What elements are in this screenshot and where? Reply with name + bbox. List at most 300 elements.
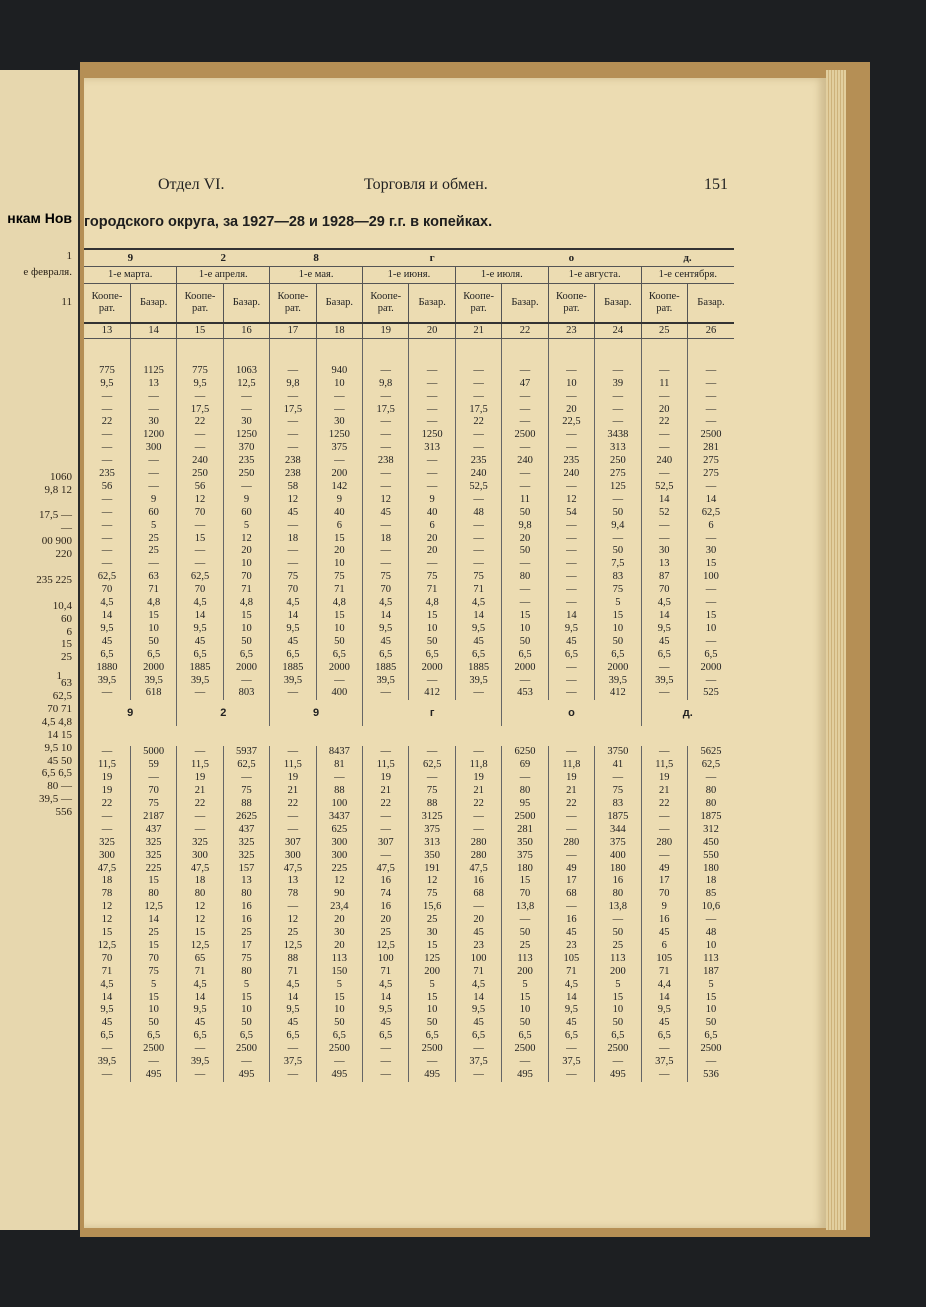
table-cell: 15 [316,610,362,623]
table-cell: — [548,571,594,584]
table-cell: 6,5 [130,649,176,662]
table-cell: 6 [641,940,687,953]
table-cell: 281 [687,442,734,455]
column-number: 22 [502,323,548,339]
table-cell: 100 [687,571,734,584]
table-cell: 71 [223,584,269,597]
table-cell: — [687,391,734,404]
table-cell: 5 [502,979,548,992]
table-cell: 191 [409,863,455,876]
table-cell: 3438 [595,429,641,442]
table-cell: 75 [409,888,455,901]
table-cell: — [687,584,734,597]
table-cell: 83 [595,798,641,811]
table-cell: 437 [223,824,269,837]
table-cell: 17 [223,940,269,953]
table-row [84,662,734,675]
table-cell: 6,5 [595,649,641,662]
table-cell: 325 [130,837,176,850]
year-spread-letter: 2 [220,252,227,264]
table-cell: 113 [595,953,641,966]
table-cell: 45 [101,635,113,647]
table-cell: — [223,481,269,494]
table-cell: 9,5 [641,623,687,636]
table-cell: 37,5 [641,1056,687,1069]
table-cell [641,352,687,365]
table-cell: 37,5 [548,1056,594,1069]
table-cell: 2500 [502,1043,548,1056]
table-cell: 45 [270,636,316,649]
table-cell: 50 [223,636,269,649]
table-cell: 14 [548,992,594,1005]
table-cell: 5 [409,979,455,992]
table-cell: 5 [130,520,176,533]
table-cell: 19 [177,772,223,785]
table-cell: 75 [270,571,316,584]
table-cell: 495 [223,1069,269,1082]
table-cell: 3437 [316,811,362,824]
table-cell: 50 [595,927,641,940]
table-cell: — [502,772,548,785]
table-cell: — [502,481,548,494]
table-row [84,649,734,662]
table-cell: — [455,558,501,571]
table-cell: — [641,520,687,533]
table-cell: 49 [641,863,687,876]
table-cell: 15 [595,992,641,1005]
table-cell: 25 [595,940,641,953]
table-cell [641,339,687,352]
left-page-value: 220 [55,548,72,561]
table-cell: 180 [595,863,641,876]
table-cell: 21 [548,785,594,798]
left-page-value: 235 225 [36,573,72,586]
table-cell: 17,5 [270,404,316,417]
table-cell: 4,5 [363,597,409,610]
table-cell: 2000 [595,662,641,675]
table-cell: 280 [641,837,687,850]
table-cell: — [270,365,316,378]
table-cell: — [270,687,316,700]
table-cell: 375 [409,824,455,837]
table-row [84,1030,734,1043]
table-cell: 803 [223,687,269,700]
table-cell: — [641,391,687,404]
table-cell: — [641,533,687,546]
table-cell: — [687,597,734,610]
table-cell: 180 [687,863,734,876]
table-cell [502,352,548,365]
table-cell: 48 [687,927,734,940]
price-table [84,248,734,1082]
table-cell: 56 [177,481,223,494]
table-cell: 100 [455,953,501,966]
table-cell: 14 [687,494,734,507]
table-cell: 14 [177,992,223,1005]
table-cell: — [363,687,409,700]
table-cell: — [101,810,113,822]
table-cell: — [363,558,409,571]
table-cell: — [409,455,455,468]
year-spread-letter: о [568,252,575,264]
table-cell: 280 [548,837,594,850]
table-cell: — [223,772,269,785]
table-cell: 11,5 [177,759,223,772]
table-cell: 68 [455,888,501,901]
table-cell: 225 [130,863,176,876]
table-cell [687,352,734,365]
table-cell: — [455,1043,501,1056]
table-cell: 71 [548,966,594,979]
table-cell: 21 [641,785,687,798]
table-cell: 9,5 [177,623,223,636]
table-cell [455,352,501,365]
table-cell: — [548,597,594,610]
table-cell: 70 [101,584,113,596]
table-cell: — [548,901,594,914]
table-cell: 240 [641,455,687,468]
table-cell: — [363,468,409,481]
table-cell: 9,4 [595,520,641,533]
table-cell: 5 [130,979,176,992]
table-cell: 20 [455,914,501,927]
table-cell: 62,5 [223,759,269,772]
table-cell: — [101,532,113,544]
table-cell: 71 [641,966,687,979]
table-cell: — [270,416,316,429]
table-cell: 20 [502,533,548,546]
table-cell: — [130,391,176,404]
table-cell: 2000 [687,662,734,675]
table-cell: 412 [595,687,641,700]
left-page [0,70,81,1230]
table-cell: 2500 [316,1043,362,1056]
table-cell: — [502,558,548,571]
table-cell: 10 [316,378,362,391]
table-cell: 18 [687,875,734,888]
table-cell: 1250 [409,429,455,442]
table-cell: 6,5 [641,1030,687,1043]
table-cell: 47,5 [270,863,316,876]
table-cell: 14 [455,992,501,1005]
table-cell: 4,8 [409,597,455,610]
coop-header: Коопе- рат. [363,284,409,324]
table-cell: 70 [101,952,113,964]
table-cell: 2500 [223,1043,269,1056]
table-cell: 23 [455,940,501,953]
table-cell: 9,5 [177,1004,223,1017]
table-cell: — [363,1043,409,1056]
table-row [84,759,734,772]
table-cell: 50 [502,545,548,558]
table-cell: 37,5 [455,1056,501,1069]
left-page-col-number: 1 [66,250,72,262]
table-cell: 113 [502,953,548,966]
table-cell: 6,5 [409,649,455,662]
table-cell: 20 [409,533,455,546]
table-cell [316,352,362,365]
table-cell: 10 [687,1004,734,1017]
table-cell: 6,5 [316,649,362,662]
table-cell: 75 [130,798,176,811]
table-cell: 40 [409,507,455,520]
table-cell: 142 [316,481,362,494]
table-cell: 78 [101,888,113,900]
table-row [84,558,734,571]
table-cell: 6,5 [502,1030,548,1043]
table-cell: 50 [502,636,548,649]
table-cell [595,352,641,365]
year-spread-letter: 9 [270,700,363,726]
table-cell: 47,5 [97,862,117,874]
table-cell: 9,8 [270,378,316,391]
table-cell: — [223,391,269,404]
table-cell: 14 [130,914,176,927]
table-cell: 14 [101,991,113,1003]
table-cell: 30 [409,927,455,940]
table-cell: 50 [409,636,455,649]
table-cell: 5937 [223,746,269,759]
table-cell: 18 [363,533,409,546]
table-cell: 9,5 [548,1004,594,1017]
table-cell: — [409,675,455,688]
table-cell: 536 [687,1069,734,1082]
left-page-value: 45 50 [47,754,72,767]
left-page-value: 00 900 [41,535,72,548]
table-cell: 18 [270,533,316,546]
table-cell: — [548,533,594,546]
table-cell: 30 [316,927,362,940]
table-cell: 14 [641,494,687,507]
table-cell: 10 [223,623,269,636]
table-cell: — [548,429,594,442]
table-row [84,901,734,914]
table-cell: — [548,811,594,824]
table-cell: 15 [409,610,455,623]
table-cell: 39,5 [130,675,176,688]
table-row [84,1004,734,1017]
date-header: 1-е марта. [84,267,177,284]
table-cell: 2000 [409,662,455,675]
table-cell: 10 [502,1004,548,1017]
table-cell: — [641,824,687,837]
table-cell: 45 [455,1017,501,1030]
table-cell: 6,5 [223,649,269,662]
table-cell: 12 [409,875,455,888]
table-cell: 11,5 [363,759,409,772]
table-cell: — [595,533,641,546]
table-row [84,798,734,811]
table-cell: — [687,416,734,429]
table-cell: — [177,545,223,558]
table-cell: 50 [502,927,548,940]
table-cell: 18 [101,875,113,887]
table-cell: 400 [316,687,362,700]
table-cell: — [687,404,734,417]
table-cell: 9,5 [270,1004,316,1017]
table-cell: 625 [316,824,362,837]
table-cell: — [101,403,113,415]
table-cell: 495 [316,1069,362,1082]
table-cell: 12 [548,494,594,507]
table-cell: 41 [595,759,641,772]
table-cell: 45 [548,636,594,649]
table-cell: — [548,442,594,455]
table-cell: 6,5 [177,649,223,662]
table-cell: 9,8 [502,520,548,533]
table-cell: 15 [502,610,548,623]
table-cell [223,352,269,365]
table-cell: — [687,1056,734,1069]
date-header: 1-е июля. [455,267,548,284]
table-cell: — [270,746,316,759]
table-cell: 30 [687,545,734,558]
table-cell: — [455,811,501,824]
table-cell: 22 [101,797,113,809]
table-cell: — [502,391,548,404]
column-number: 20 [409,323,455,339]
table-cell: 12,5 [177,940,223,953]
table-cell: 25 [409,914,455,927]
left-page-value: 60 [61,612,72,625]
table-cell: 47,5 [177,863,223,876]
left-page-value: 39,5 — [39,793,72,806]
table-cell: 300 [316,850,362,863]
table-cell: — [270,442,316,455]
table-cell: 240 [177,455,223,468]
left-page-value: 70 71 [47,702,72,715]
table-cell: — [270,429,316,442]
table-row [84,914,734,927]
table-cell: 45 [455,636,501,649]
table-cell: — [101,493,113,505]
table-row [84,837,734,850]
table-cell: 62,5 [97,571,117,583]
table-cell: 11,5 [641,759,687,772]
table-cell: 6,5 [687,1030,734,1043]
table-cell: 19 [455,772,501,785]
table-cell: 200 [595,966,641,979]
table-cell: 4,4 [641,979,687,992]
table-cell: — [687,675,734,688]
table-cell: — [363,481,409,494]
table-cell: 250 [595,455,641,468]
table-cell: 10,6 [687,901,734,914]
table-cell: 238 [363,455,409,468]
table-cell: 9 [130,494,176,507]
types-row [84,284,734,324]
table-cell: — [409,772,455,785]
table-row [84,416,734,429]
table-cell: 3750 [595,746,641,759]
table-cell: — [130,455,176,468]
table-cell: — [177,429,223,442]
bazaar-header: Базар. [223,284,269,324]
table-cell: 1875 [687,811,734,824]
table-cell: 11,8 [548,759,594,772]
table-cell: 15 [130,992,176,1005]
year-spread-letter: 9 [127,706,134,719]
table-cell: 350 [409,850,455,863]
table-cell: — [502,1056,548,1069]
table-cell: 12 [270,494,316,507]
table-cell: 80 [223,888,269,901]
table-cell: 157 [223,863,269,876]
table-cell: 71 [316,584,362,597]
table-cell: 6,5 [363,649,409,662]
table-cell: 375 [316,442,362,455]
table-cell: 71 [455,966,501,979]
table-cell: — [409,481,455,494]
table-cell: — [687,481,734,494]
table-cell: 63 [130,571,176,584]
table-cell: 30 [316,416,362,429]
table-cell: 52,5 [455,481,501,494]
table-cell: 12 [177,494,223,507]
table-cell: 9,5 [100,377,114,389]
table-row [84,545,734,558]
table-cell: 6,5 [223,1030,269,1043]
year-spread-letter: о [502,700,641,726]
table-cell: — [130,1056,176,1069]
table-cell: 75 [409,785,455,798]
table-cell [548,339,594,352]
table-cell: — [316,675,362,688]
table-cell: 10 [548,378,594,391]
table-cell: 75 [455,571,501,584]
table-cell: 19 [101,785,113,797]
table-cell: 25 [223,927,269,940]
table-cell: 20 [316,545,362,558]
table-cell: — [363,520,409,533]
table-cell: 200 [316,468,362,481]
table-cell: 312 [687,824,734,837]
table-row [84,584,734,597]
table-cell: 125 [595,481,641,494]
table-cell: — [177,824,223,837]
table-cell: 300 [99,849,115,861]
table-cell: 100 [316,798,362,811]
table-cell: 412 [409,687,455,700]
table-cell: — [270,1069,316,1082]
coop-header: Коопе- рат. [84,284,130,324]
table-cell: — [101,519,113,531]
table-cell: 54 [548,507,594,520]
table-cell: 15 [223,610,269,623]
table-cell: — [177,558,223,571]
table-cell: — [502,914,548,927]
table-cell: 62,5 [687,507,734,520]
table-cell: 105 [548,953,594,966]
table-cell: 12,5 [363,940,409,953]
table-cell: 300 [316,837,362,850]
table-cell: — [455,533,501,546]
table-cell [84,352,130,365]
table-cell [363,352,409,365]
table-cell: 12,5 [270,940,316,953]
page-number: 151 [704,176,728,193]
table-cell: — [641,468,687,481]
table-cell: — [177,520,223,533]
table-cell: 16 [223,901,269,914]
table-cell: 4,5 [455,597,501,610]
table-cell [363,339,409,352]
table-cell: 550 [687,850,734,863]
table-cell: 12 [316,875,362,888]
table-cell: 14 [363,992,409,1005]
table-cell: 50 [130,1017,176,1030]
table-cell: — [177,391,223,404]
